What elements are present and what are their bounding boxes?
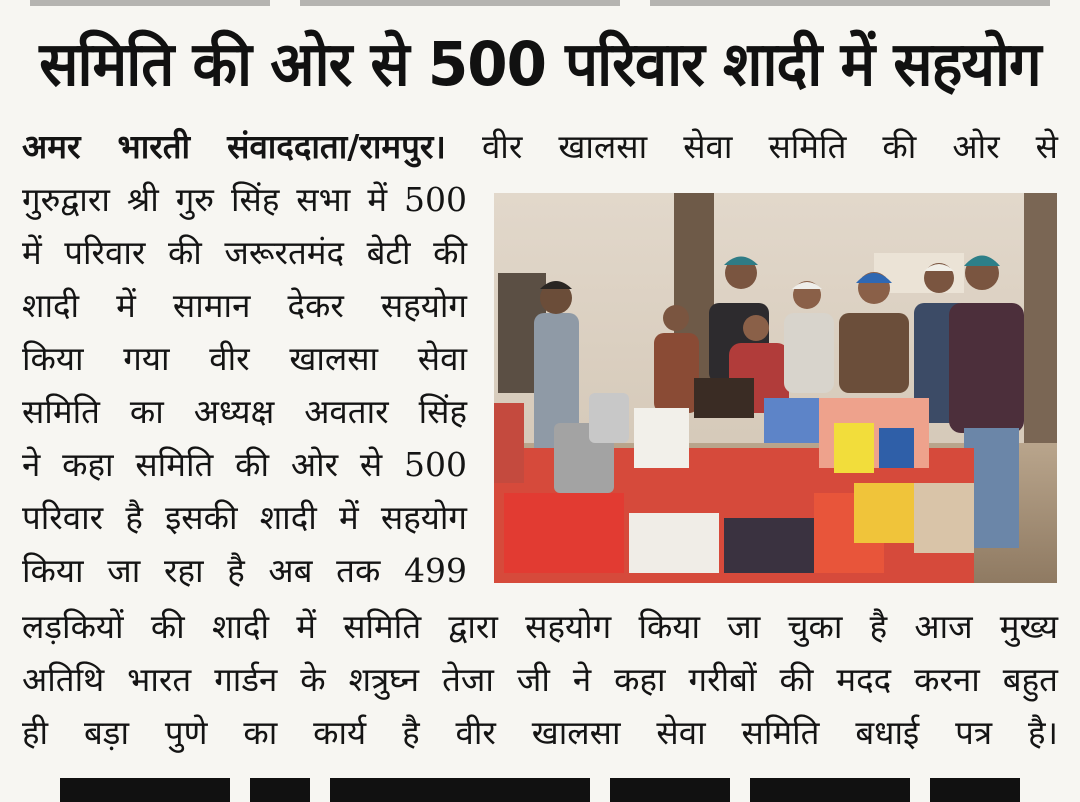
column-line: किया जा रहा है अब तक 499 [22,551,467,590]
column-line: परिवार है इसकी शादी में सहयोग [22,498,467,537]
column-line: किया गया वीर खालसा सेवा [22,339,467,378]
dateline: अमर भारती संवाददाता/रामपुर। [22,127,446,166]
column-line: गुरुद्वारा श्री गुरु सिंह सभा में 500 [22,180,467,219]
column-line: ने कहा समिति की ओर से 500 [22,445,467,484]
column-line: में परिवार की जरूरतमंद बेटी की [22,233,467,272]
lead-text: वीर खालसा सेवा समिति की ओर से [481,127,1058,166]
event-photo [494,193,1057,583]
next-headline-cutoff [0,772,1080,802]
body-line: अतिथि भारत गार्डन के शत्रुघ्न तेजा जी ने कहा गरीबों की मदद करना बहुत [22,660,1058,699]
lead-line [22,124,1058,170]
column-line: समिति का अध्यक्ष अवतार सिंह [22,392,467,431]
body-line: ही बड़ा पुणे का कार्य है वीर खालसा सेवा समिति बधाई पत्र है। [22,713,1058,752]
article-headline: समिति की ओर से 500 परिवार शादी में सहयोग [39,28,1041,100]
column-line: शादी में सामान देकर सहयोग [22,286,467,325]
body-line: लड़कियों की शादी में समिति द्वारा सहयोग किया जा चुका है आज मुख्य [22,607,1058,646]
previous-article-cutoff [0,0,1080,10]
